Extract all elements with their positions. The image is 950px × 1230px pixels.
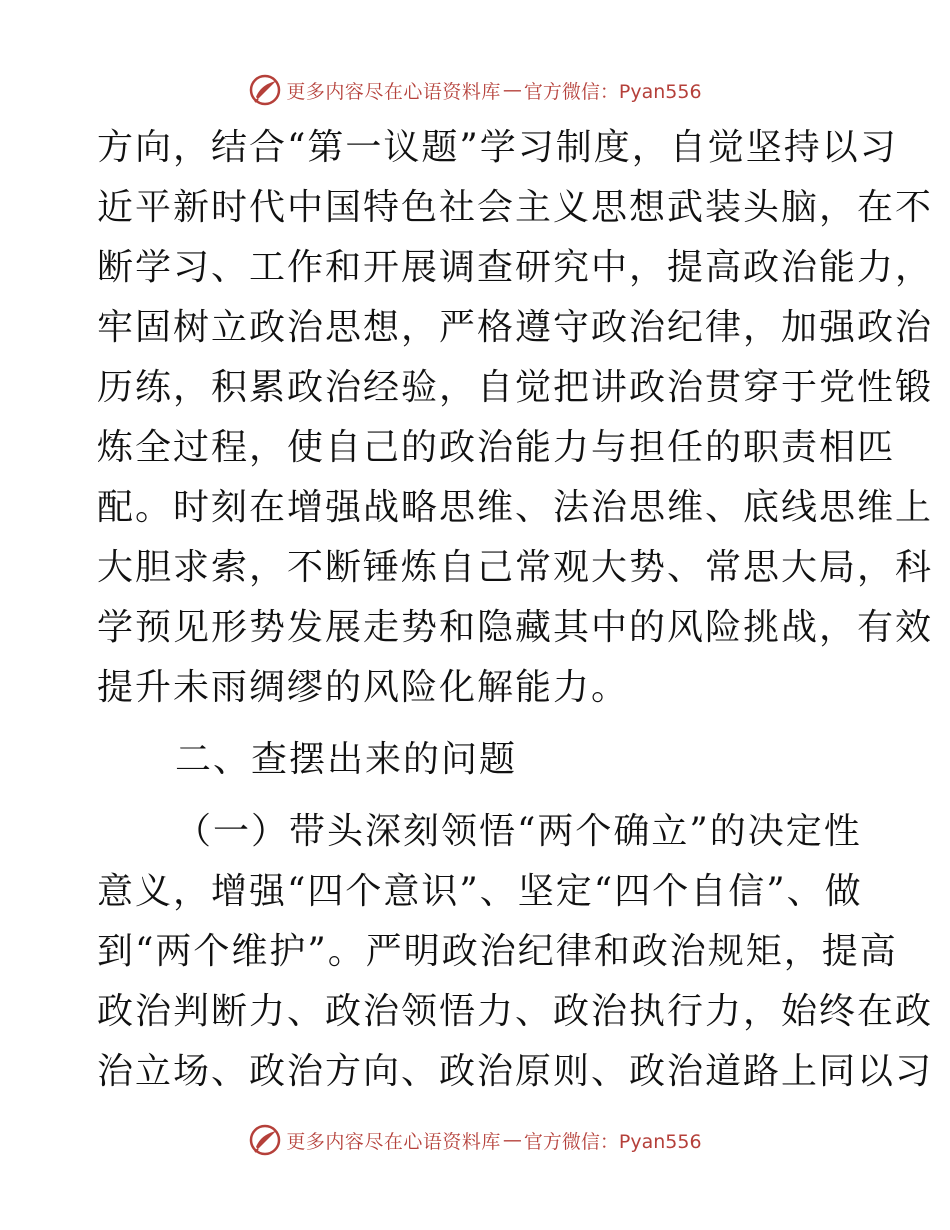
document-body <box>97 118 934 1102</box>
header-promo-text: 更多内容尽在心语资料库 <box>286 80 501 103</box>
pen-ribbon-logo-icon <box>248 73 282 107</box>
paragraph-gap <box>97 718 857 730</box>
header-contact: 官方微信：Pyan556 <box>523 80 702 103</box>
text-line: （一）带头深刻领悟“两个确立”的决定性 <box>175 811 862 852</box>
text-line: 提升未雨绸缪的风险化解能力。 <box>97 667 630 708</box>
footer-contact: 官方微信：Pyan556 <box>523 1130 702 1153</box>
text-line: 炼全过程，使自己的政治能力与担任的职责相匹 <box>97 427 896 468</box>
text-line: 近平新时代中国特色社会主义思想武装头脑，在不 <box>97 187 934 228</box>
section-heading: 二、查摆出来的问题 <box>175 739 518 780</box>
header-separator: — <box>502 79 522 101</box>
text-line: 意义，增强“四个意识”、坚定“四个自信”、做 <box>97 871 863 912</box>
text-line: 学预见形势发展走势和隐藏其中的风险挑战，有效 <box>97 607 934 648</box>
text-line: 大胆求索，不断锤炼自己常观大势、常思大局，科 <box>97 547 934 588</box>
footer-separator: — <box>502 1129 522 1151</box>
text-line: 断学习、工作和开展调查研究中，提高政治能力， <box>97 247 934 288</box>
paragraph-2 <box>97 802 934 1102</box>
text-line: 配。时刻在增强战略思维、法治思维、底线思维上 <box>97 487 934 528</box>
paragraph-gap <box>97 790 857 802</box>
pen-ribbon-logo-icon <box>248 1123 282 1157</box>
text-line: 历练，积累政治经验，自觉把讲政治贯穿于党性锻 <box>97 367 934 408</box>
footer-promo-text: 更多内容尽在心语资料库 <box>286 1130 501 1153</box>
header-banner <box>0 70 950 110</box>
text-line: 政治判断力、政治领悟力、政治执行力，始终在政 <box>97 991 934 1032</box>
text-line: 方向，结合“第一议题”学习制度，自觉坚持以习 <box>97 127 898 168</box>
footer-banner <box>0 1120 950 1160</box>
text-line: 到“两个维护”。严明政治纪律和政治规矩，提高 <box>97 931 898 972</box>
paragraph-1 <box>97 118 934 718</box>
text-line: 牢固树立政治思想，严格遵守政治纪律，加强政治 <box>97 307 934 348</box>
text-line: 治立场、政治方向、政治原则、政治道路上同以习 <box>97 1051 934 1092</box>
